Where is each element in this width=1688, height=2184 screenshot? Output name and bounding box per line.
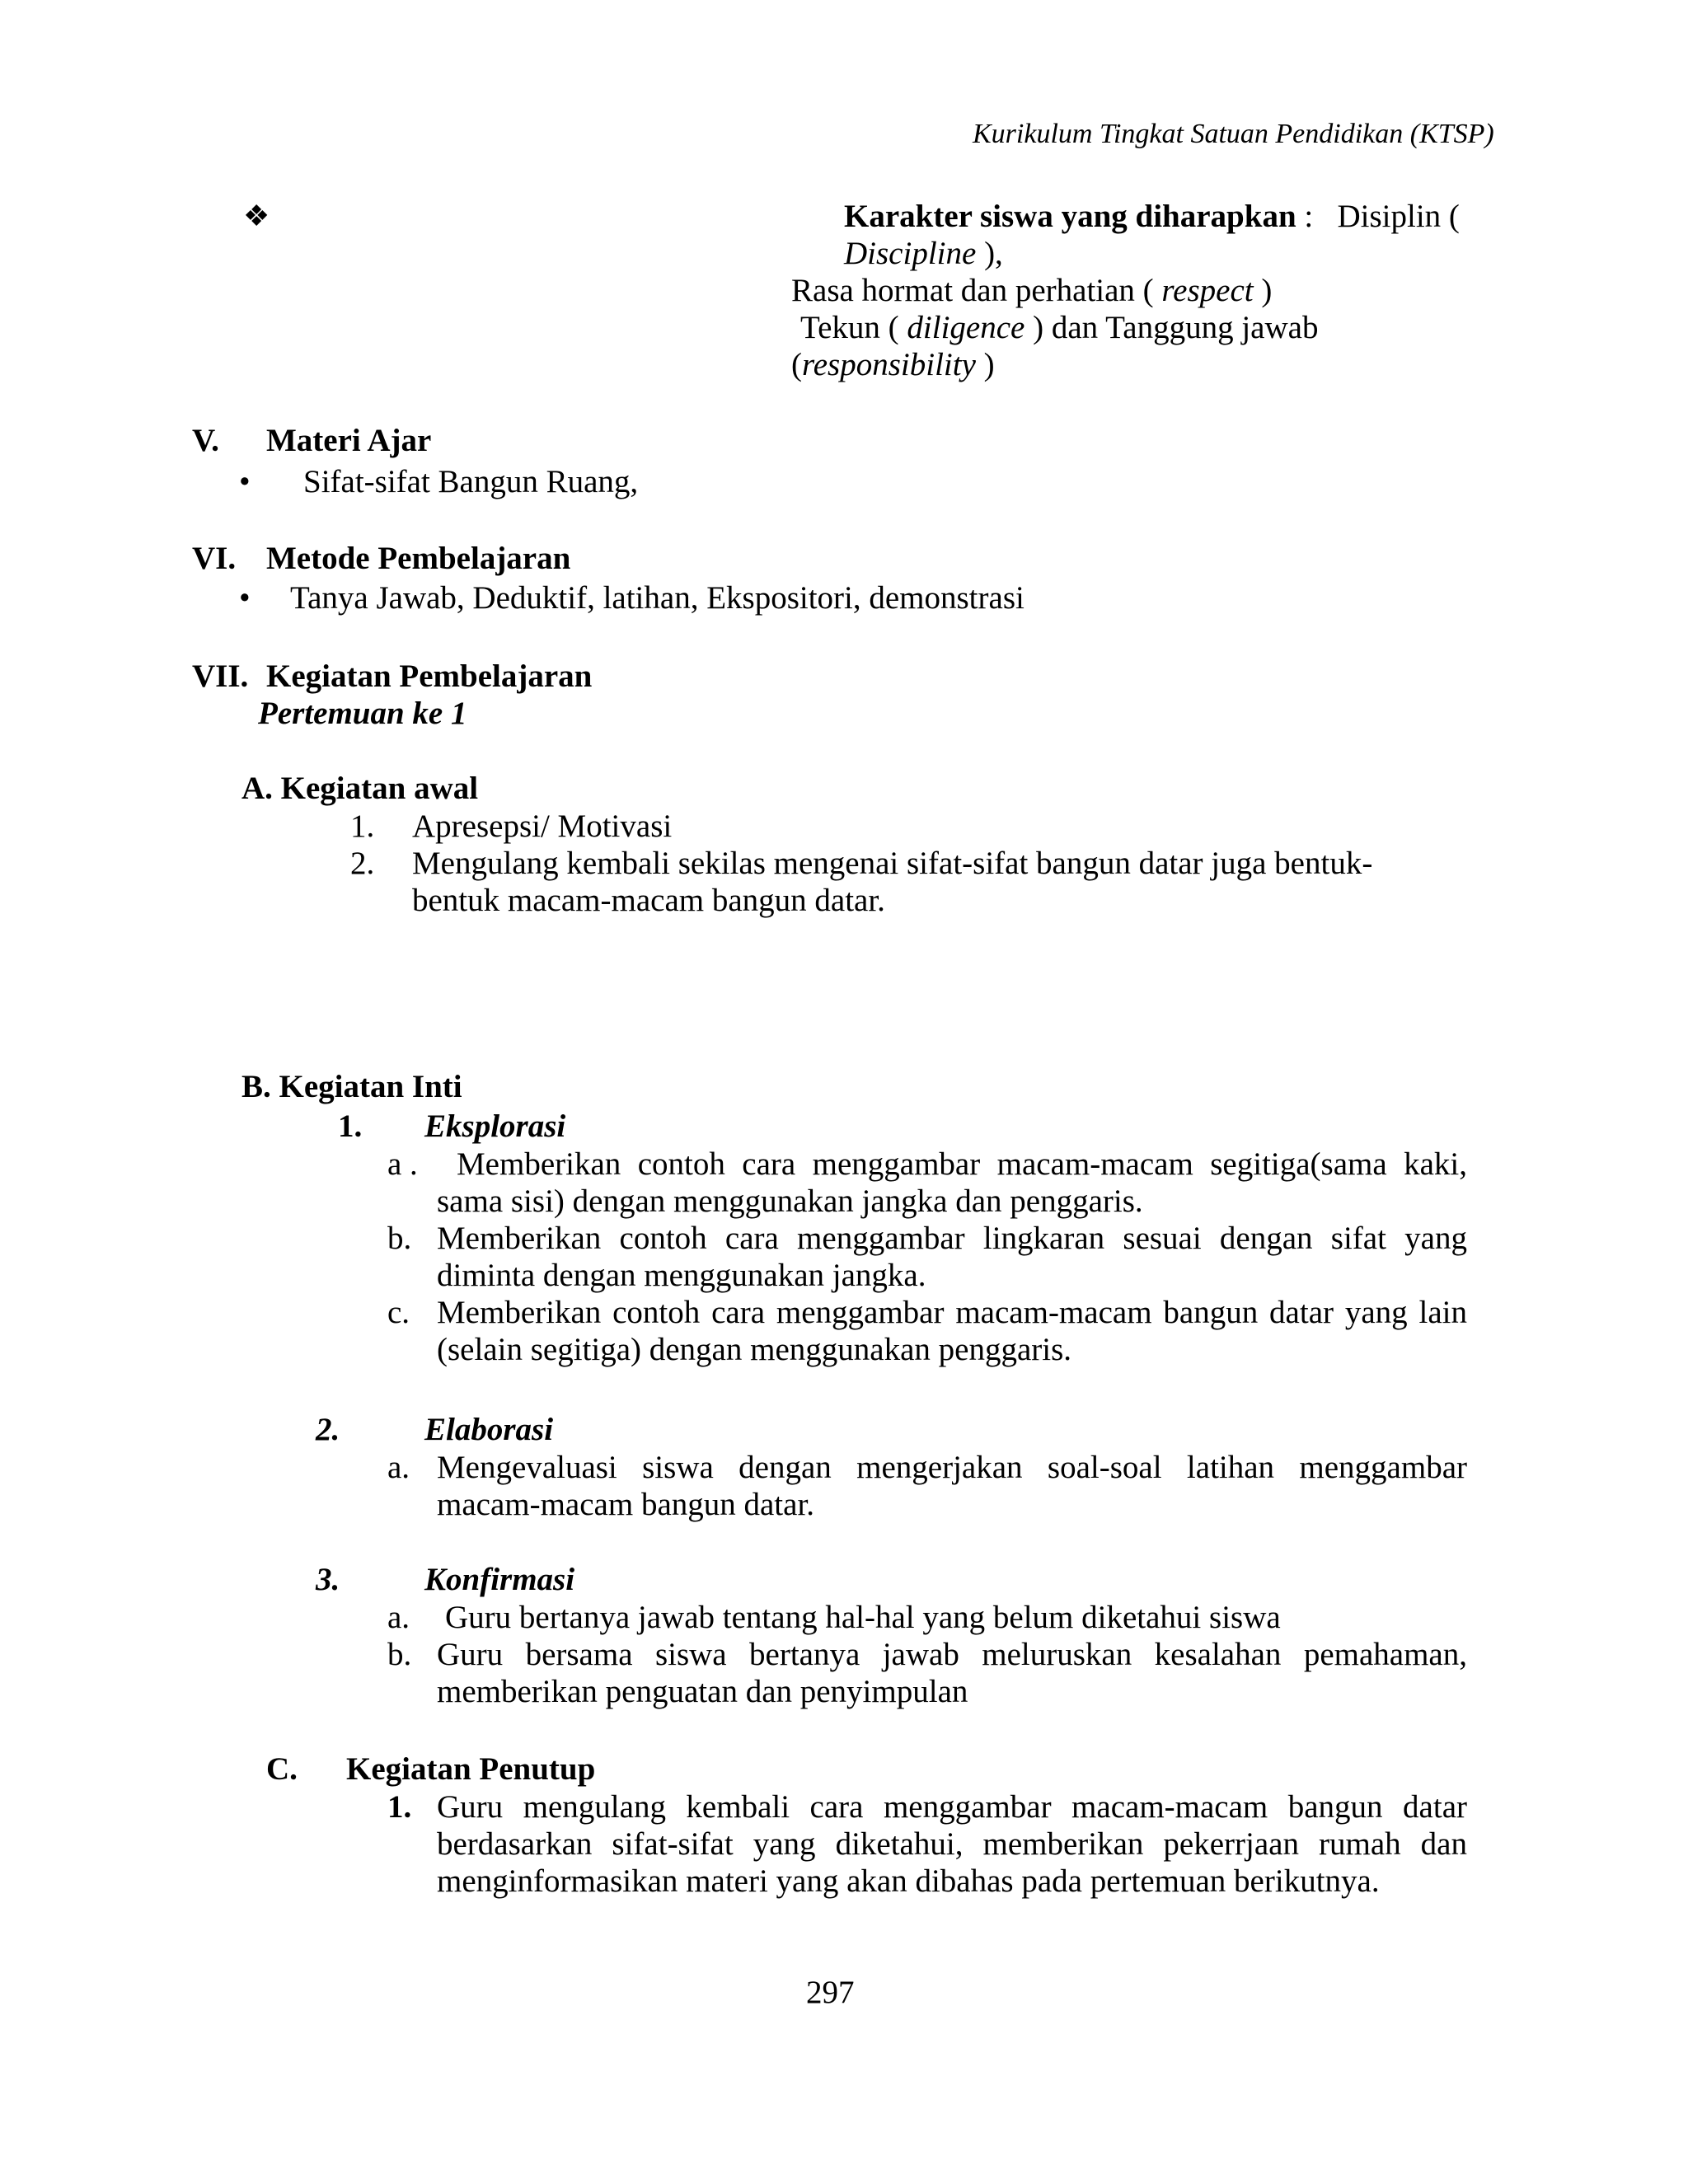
karakter-value-1-close: ), [976,236,1003,271]
kegiatan-awal-item-1: Apresepsi/ Motivasi [412,808,673,844]
section-vi-number: VI. [192,541,237,576]
karakter-line-5 [791,346,995,383]
karakter-value-4-close: ) [975,347,995,382]
kegiatan-penutup-item-1: Guru mengulang kembali cara menggambar macam-macam bangun datar berdasarkan sifat-sifat yang diketahui, memberikan pekerrjaan rumah dan menginformasikan materi yang akan dibahas pada pertemuan berikutnya. [437,1789,1467,1899]
karakter-value-4-en: responsibility [802,347,976,382]
konfirmasi-letter-b: b. [387,1637,412,1672]
section-vi-title: Metode Pembelajaran [266,541,571,576]
konfirmasi-number: 3. [316,1562,340,1597]
karakter-value-4-open: ( [791,347,802,382]
konfirmasi-title: Konfirmasi [424,1562,575,1597]
karakter-line-3 [791,272,1272,309]
section-vii-title: Kegiatan Pembelajaran [266,658,593,694]
konfirmasi-item-a: Guru bertanya jawab tentang hal-hal yang belum diketahui siswa [445,1600,1281,1635]
karakter-colon: : [1296,199,1314,234]
section-vi-bullet: • [239,580,251,616]
karakter-value-3: Tekun ( [800,310,899,345]
section-v-item: Sifat-sifat Bangun Ruang, [303,464,639,499]
kegiatan-penutup-num-1: 1. [387,1789,412,1825]
karakter-value-2-en: respect [1161,273,1254,308]
eksplorasi-item-c: Memberikan contoh cara menggambar macam-macam bangun datar yang lain (selain segitiga) dengan menggunakan penggaris. [437,1295,1467,1367]
eksplorasi-letter-a: a . [387,1146,418,1182]
page-number: 297 [806,1975,855,2010]
kegiatan-awal-title: A. Kegiatan awal [241,771,479,806]
kegiatan-awal-item-2-line-2: bentuk macam-macam bangun datar. [412,883,885,918]
konfirmasi-item-b: Guru bersama siswa bertanya jawab meluruskan kesalahan pemahaman, memberikan penguatan dan penyimpulan [437,1637,1467,1709]
kegiatan-awal-num-2: 2. [350,846,375,881]
karakter-line-4 [800,309,1318,346]
karakter-value-1: Disiplin ( [1337,199,1460,234]
elaborasi-letter-a: a. [387,1450,410,1485]
karakter-value-3-mid: ) dan Tanggung jawab [1025,310,1319,345]
karakter-value-2: Rasa hormat dan perhatian ( [791,273,1154,308]
eksplorasi-title: Eksplorasi [424,1108,566,1144]
section-vii-number: VII. [192,658,249,694]
elaborasi-number: 2. [316,1412,340,1447]
section-vii-subtitle: Pertemuan ke 1 [258,696,467,731]
section-v-number: V. [192,423,219,458]
section-v-bullet: • [239,464,251,499]
kegiatan-penutup-letter: C. [266,1751,298,1787]
karakter-value-1-en: Discipline [844,236,977,271]
elaborasi-item-a: Mengevaluasi siswa dengan mengerjakan soal-soal latihan menggambar macam-macam bangun datar. [437,1450,1467,1522]
eksplorasi-item-b: Memberikan contoh cara menggambar lingkaran sesuai dengan sifat yang diminta dengan menggunakan jangka. [437,1221,1467,1293]
karakter-label: Karakter siswa yang diharapkan [844,199,1296,234]
kegiatan-inti-title: B. Kegiatan Inti [241,1069,462,1104]
kegiatan-awal-num-1: 1. [350,808,375,844]
running-header: Kurikulum Tingkat Satuan Pendidikan (KTSP) [973,119,1494,149]
kegiatan-awal-item-2-line-1: Mengulang kembali sekilas mengenai sifat-sifat bangun datar juga bentuk- [412,846,1373,881]
section-vi-item: Tanya Jawab, Deduktif, latihan, Ekspositori, demonstrasi [290,580,1025,616]
karakter-line-2 [844,235,1003,272]
eksplorasi-letter-b: b. [387,1221,412,1256]
section-v-title: Materi Ajar [266,423,432,458]
elaborasi-title: Elaborasi [424,1412,554,1447]
karakter-line-1 [844,198,1460,235]
eksplorasi-number: 1. [338,1108,363,1144]
karakter-value-3-en: diligence [907,310,1025,345]
konfirmasi-letter-a: a. [387,1600,410,1635]
eksplorasi-letter-c: c. [387,1295,410,1330]
diamond-bullet-icon: ❖ [243,199,270,232]
eksplorasi-item-a: Memberikan contoh cara menggambar macam-macam segitiga(sama kaki, sama sisi) dengan menggunakan jangka dan penggaris. [437,1146,1467,1219]
kegiatan-penutup-title: Kegiatan Penutup [346,1751,596,1787]
karakter-value-2-close: ) [1253,273,1273,308]
